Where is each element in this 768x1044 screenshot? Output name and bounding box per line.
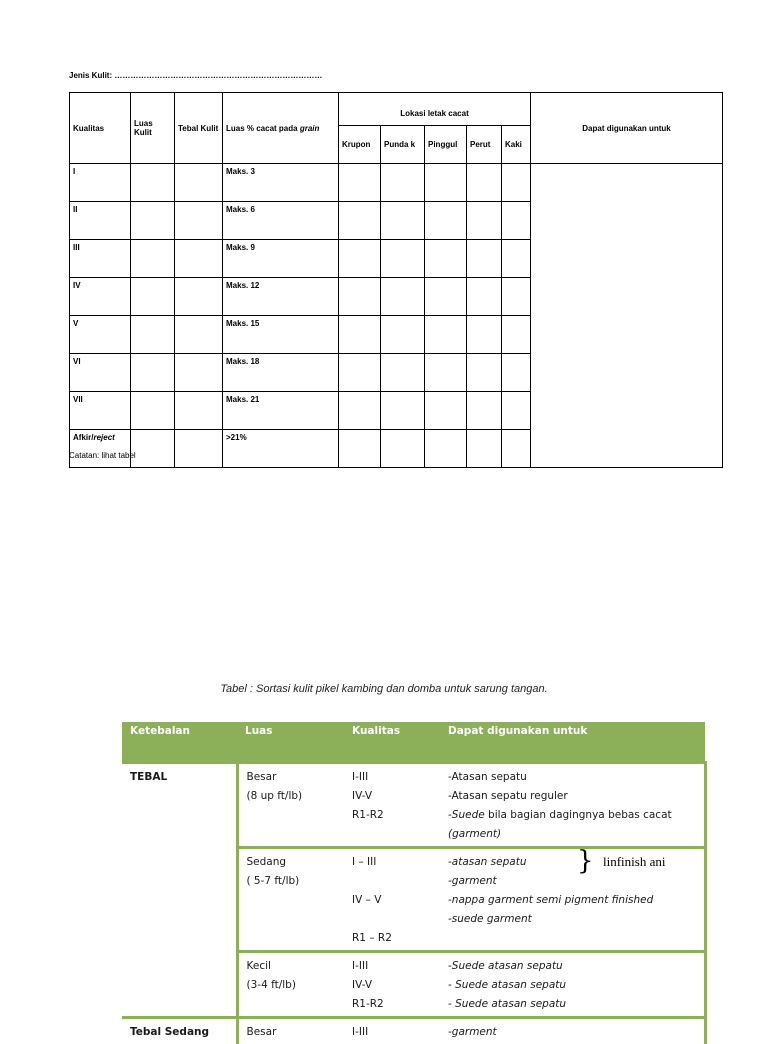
luas-cell: Sedang ( 5-7 ft/lb) <box>237 848 344 952</box>
kualitas-cell: I <box>70 164 131 202</box>
kualitas-cell: III <box>70 240 131 278</box>
dapat-digunakan-cell <box>531 164 723 468</box>
header-krupon: Krupon <box>339 126 381 164</box>
cacat-cell: Maks. 3 <box>223 164 339 202</box>
header-pundak: Punda k <box>381 126 425 164</box>
kualitas-cell: II <box>70 202 131 240</box>
luas-cell: Besar (8 up ft/lb) <box>237 763 344 848</box>
kualitas-cell: Afkir/reject <box>70 430 131 468</box>
cacat-cell: Maks. 9 <box>223 240 339 278</box>
kualitas-cell: VI <box>70 354 131 392</box>
use-cell: -atasan sepatu -garment -nappa garment semi pigment finished -suede garment <box>440 848 705 952</box>
ketebalan-cell: TEBAL <box>122 763 237 1018</box>
jenis-kulit-label: Jenis Kulit: …………………………………………………………………… <box>69 71 322 80</box>
header-kaki: Kaki <box>502 126 531 164</box>
kualitas-cell: I-III IV-V R1-R2 <box>344 952 440 1018</box>
quality-form-table <box>69 92 723 468</box>
kualitas-cell: V <box>70 316 131 354</box>
kualitas-cell: I – III IV – V R1 – R2 <box>344 848 440 952</box>
kualitas-cell: VII <box>70 392 131 430</box>
header-dapat-digunakan: Dapat digunakan untuk <box>531 93 723 164</box>
cacat-cell: Maks. 18 <box>223 354 339 392</box>
header-kualitas: Kualitas <box>70 93 131 164</box>
luas-cell: Besar <box>237 1018 344 1044</box>
cacat-cell: >21% <box>223 430 339 468</box>
sortasi-table <box>122 722 707 1044</box>
cacat-cell: Maks. 21 <box>223 392 339 430</box>
header-ketebalan: Ketebalan <box>122 722 237 763</box>
unfinish-annotation: linfinish ani <box>603 854 665 870</box>
header-dapat-digunakan: Dapat digunakan untuk <box>440 722 705 763</box>
kualitas-cell: IV <box>70 278 131 316</box>
table-row <box>70 164 723 202</box>
header-lokasi: Lokasi letak cacat <box>339 93 531 126</box>
kualitas-cell: I-III IV-V R1-R2 <box>344 763 440 848</box>
use-cell: -Suede atasan sepatu - Suede atasan sepatu - Suede atasan sepatu <box>440 952 705 1018</box>
kualitas-cell: I-III <box>344 1018 440 1044</box>
catatan-note: Catatan: lihat tabel <box>69 451 136 460</box>
table-row <box>122 763 705 848</box>
cacat-cell: Maks. 15 <box>223 316 339 354</box>
header-tebal-kulit: Tebal Kulit <box>175 93 223 164</box>
ketebalan-cell: Tebal Sedang <box>122 1018 237 1044</box>
use-cell: -Atasan sepatu -Atasan sepatu reguler -Suede bila bagian dagingnya bebas cacat (garment) <box>440 763 705 848</box>
header-luas-kulit: Luas Kulit <box>131 93 175 164</box>
header-luas: Luas <box>237 722 344 763</box>
header-kualitas: Kualitas <box>344 722 440 763</box>
table-caption: Tabel : Sortasi kulit pikel kambing dan domba untuk sarung tangan. <box>0 683 768 695</box>
table-row <box>122 1018 705 1044</box>
use-cell: -garment <box>440 1018 705 1044</box>
header-pinggul: Pinggul <box>425 126 467 164</box>
header-perut: Perut <box>467 126 502 164</box>
header-luas-cacat: Luas % cacat pada grain <box>223 93 339 164</box>
brace-mark: } <box>577 846 594 876</box>
cacat-cell: Maks. 12 <box>223 278 339 316</box>
luas-cell: Kecil (3-4 ft/lb) <box>237 952 344 1018</box>
cacat-cell: Maks. 6 <box>223 202 339 240</box>
